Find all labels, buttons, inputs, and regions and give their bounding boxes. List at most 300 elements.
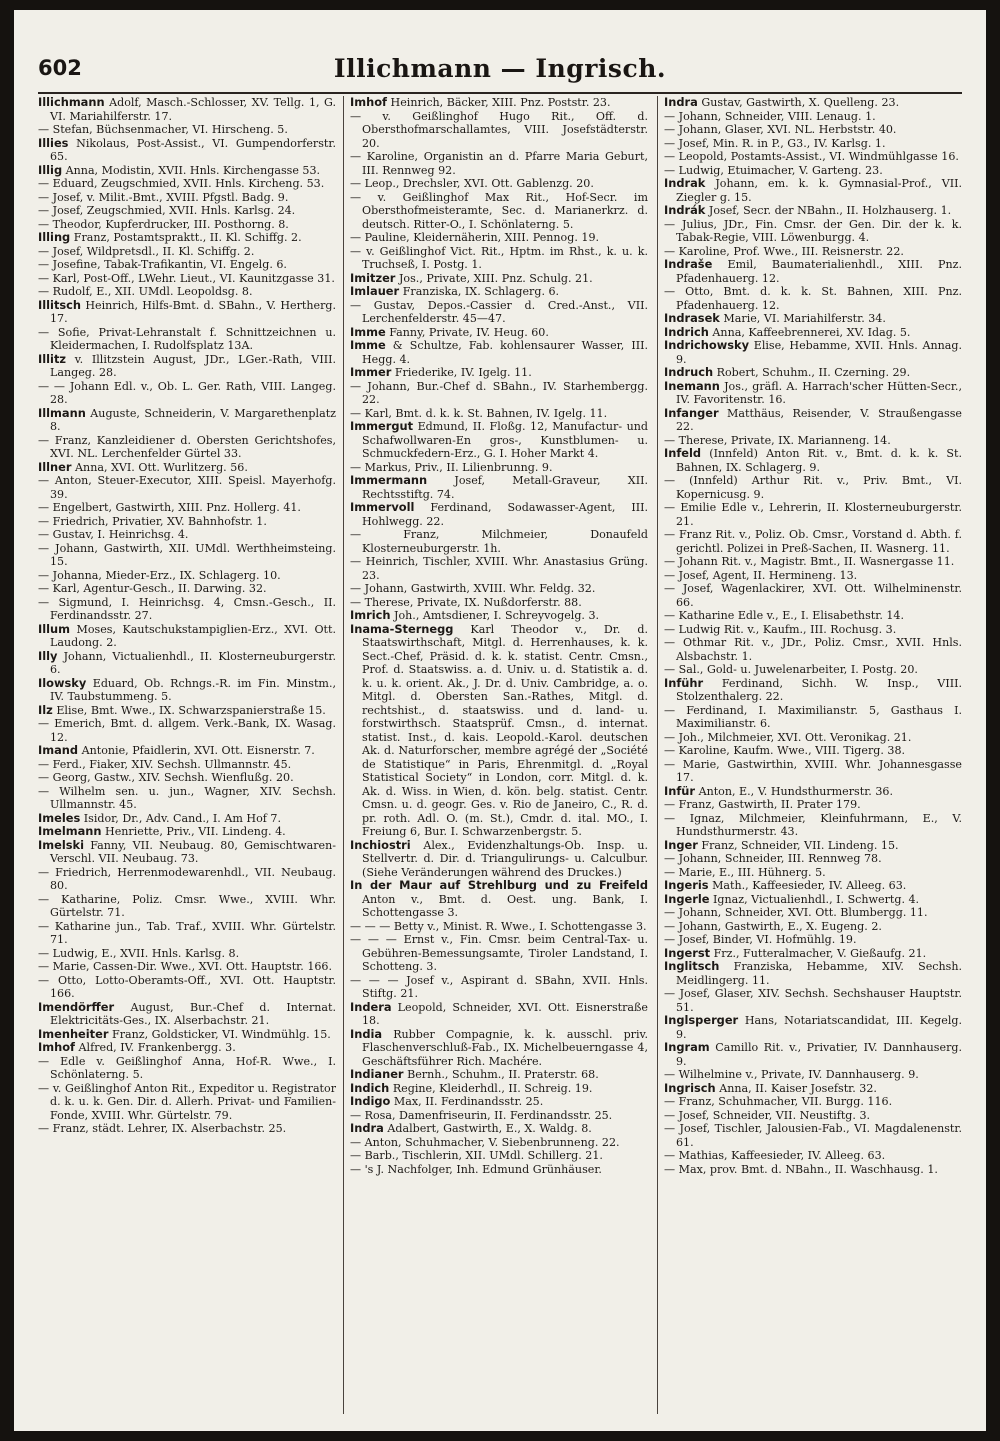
directory-entry <box>350 339 648 366</box>
directory-entry <box>350 245 648 272</box>
entry-details: — Eduard, Zeugschmied, XVII. Hnls. Kircheng. 53. <box>38 177 325 190</box>
entry-surname: Illum <box>38 621 71 636</box>
entry-details: & Schultze, Fab. kohlensaurer Wasser, III. Hegg. 4. <box>362 339 648 366</box>
entry-details: — Therese, Private, IX. Marianneng. 14. <box>664 433 891 447</box>
directory-entry <box>38 569 336 583</box>
entry-details: — Othmar Rit. v., JDr., Poliz. Cmsr., XVII. Hnls. Alsbachstr. 1. <box>664 636 962 663</box>
entry-surname: Immermann <box>350 473 428 487</box>
directory-entry <box>664 123 962 137</box>
entry-details: — Johanna, Mieder-Erz., IX. Schlagerg. 10. <box>38 568 281 582</box>
directory-entry <box>38 960 336 974</box>
entry-surname: Ilz <box>38 702 53 717</box>
directory-entry <box>664 96 962 110</box>
entry-surname: Immer <box>350 365 392 379</box>
entry-details: Franziska, IX. Schlagerg. 6. <box>402 285 560 298</box>
entry-details: Marie, VI. Mariahilferstr. 34. <box>723 312 886 325</box>
directory-entry <box>38 407 336 434</box>
entry-surname: Indrasek <box>664 311 720 325</box>
entry-surname: Inchiostri <box>350 837 411 852</box>
directory-entry <box>350 1028 648 1069</box>
directory-entry <box>350 110 648 151</box>
directory-entry <box>664 906 962 920</box>
entry-surname: Imme <box>350 324 386 339</box>
entry-details: — Max, prov. Bmt. d. NBahn., II. Waschhausg. 1. <box>664 1162 938 1176</box>
entry-surname: Imhof <box>38 1040 75 1054</box>
entry-details: — Joh., Milchmeier, XVI. Ott. Veronikag. 21. <box>664 730 912 744</box>
entry-surname: Inemann <box>664 378 720 393</box>
entry-details: Camillo Rit. v., Privatier, IV. Dannhauserg. 9. <box>676 1041 962 1068</box>
entry-details: Anton, E., V. Hundsthurmerstr. 36. <box>698 784 893 798</box>
entry-surname: Imelski <box>38 837 84 852</box>
entry-details: — Engelbert, Gastwirth, XIII. Pnz. Hollerg. 41. <box>38 501 301 514</box>
directory-entry <box>350 461 648 475</box>
running-head: Illichmann — Ingrisch. <box>333 54 667 83</box>
directory-entry <box>38 825 336 839</box>
entry-details: — Georg, Gastw., XIV. Sechsh. Wienflußg. 20. <box>38 771 294 784</box>
entry-details: Elise, Bmt. Wwe., IX. Schwarzspanierstraße 15. <box>56 703 326 717</box>
entry-details: Jos., Private, XIII. Pnz. Schulg. 21. <box>398 271 593 285</box>
entry-surname: Indrichowsky <box>664 338 750 352</box>
directory-entry <box>664 528 962 555</box>
entry-details: — Johann, Gastwirth, XII. UMdl. Werthheimsteing. 15. <box>38 541 336 568</box>
entry-details: — Josefine, Tabak-Trafikantin, VI. Engelg. 6. <box>38 258 287 271</box>
entry-details: — Karl, Agentur-Gesch., II. Darwing. 32. <box>38 582 267 595</box>
entry-details: Josef, Secr. der NBahn., II. Holzhauserg. 1. <box>708 204 952 217</box>
entry-details: — Mathias, Kaffeesieder, IV. Alleeg. 63. <box>664 1149 886 1162</box>
directory-entry <box>38 1028 336 1042</box>
directory-entry <box>38 1055 336 1082</box>
entry-details: — Johann, Schneider, XVI. Ott. Blumbergg. 11. <box>664 906 928 919</box>
entry-details: — Rudolf, E., XII. UMdl. Leopoldsg. 8. <box>38 285 253 298</box>
entry-surname: Indrich <box>664 324 709 339</box>
entry-surname: Illing <box>38 230 71 244</box>
directory-entry <box>664 663 962 677</box>
entry-details: Ignaz, Victualienhdl., I. Schwertg. 4. <box>713 892 920 906</box>
directory-entry <box>664 245 962 259</box>
directory-entry <box>38 515 336 529</box>
entry-surname: Indruch <box>664 365 714 379</box>
entry-details: — Josef, v. Milit.-Bmt., XVIII. Pfgstl. Badg. 9. <box>38 190 289 204</box>
directory-entry <box>38 866 336 893</box>
directory-entry <box>38 123 336 137</box>
directory-entry <box>664 677 962 704</box>
entry-details: Antonie, Pfaidlerin, XVI. Ott. Eisnerstr. 7. <box>81 744 315 757</box>
entry-details: — Otto, Lotto-Oberamts-Off., XVI. Ott. Hauptstr. 166. <box>38 973 336 1000</box>
directory-entry <box>38 204 336 218</box>
entry-details: — Leopold, Postamts-Assist., VI. Windmühlgasse 16. <box>664 150 959 163</box>
entry-details: — Franz, Gastwirth, II. Prater 179. <box>664 798 861 811</box>
directory-entry <box>664 1122 962 1149</box>
directory-entry <box>38 920 336 947</box>
directory-entry <box>38 501 336 515</box>
entry-surname: Indrak <box>664 176 706 190</box>
entry-details: — Wilhelm sen. u. jun., Wagner, XIV. Sechsh. Ullmannstr. 45. <box>38 784 336 811</box>
entry-details: — Katharine, Poliz. Cmsr. Wwe., XVIII. Whr. Gürtelstr. 71. <box>38 892 336 919</box>
entry-details: — Marie, Gastwirthin, XVIII. Whr. Johannesgasse 17. <box>664 757 962 784</box>
entry-details: Franz, Goldsticker, VI. Windmühlg. 15. <box>112 1027 331 1041</box>
directory-entry <box>664 1149 962 1163</box>
directory-entry <box>38 785 336 812</box>
entry-details: — Heinrich, Tischler, XVIII. Whr. Anastasius Grüng. 23. <box>350 555 648 582</box>
entry-surname: Illichmann <box>38 96 105 109</box>
directory-entry <box>38 96 336 123</box>
header-rule <box>38 92 962 94</box>
entry-details: — Gustav, I. Heinrichsg. 4. <box>38 528 189 541</box>
entry-details: Matthäus, Reisender, V. Straußengasse 22. <box>676 406 962 433</box>
column-2 <box>350 96 648 1414</box>
entry-surname: Indigo <box>350 1094 391 1108</box>
entry-surname: Inglsperger <box>664 1013 739 1027</box>
entry-details: — Franz, Schuhmacher, VII. Burgg. 116. <box>664 1095 893 1108</box>
directory-entry <box>38 758 336 772</box>
directory-entry <box>38 839 336 866</box>
entry-details: Isidor, Dr., Adv. Cand., I. Am Hof 7. <box>83 811 281 825</box>
entry-details: — Franz, städt. Lehrer, IX. Alserbachstr. 25. <box>38 1122 287 1135</box>
directory-entry <box>350 596 648 610</box>
directory-entry <box>350 231 648 245</box>
entry-details: — Therese, Private, IX. Nußdorferstr. 88. <box>350 595 582 609</box>
entry-details: — Marie, E., III. Hühnerg. 5. <box>664 865 826 879</box>
entry-surname: Inger <box>664 837 698 852</box>
entry-details: (Innfeld) Anton Rit. v., Bmt. d. k. k. St. Bahnen, IX. Schlagerg. 9. <box>676 447 962 474</box>
entry-surname: India <box>350 1026 383 1041</box>
entry-details: Robert, Schuhm., II. Czerning. 29. <box>716 366 911 379</box>
entry-details: Adalbert, Gastwirth, E., X. Waldg. 8. <box>387 1122 592 1135</box>
directory-entry <box>664 177 962 204</box>
entry-details: — Edle v. Geißlinghof Anna, Hof-R. Wwe., I. Schönlaterng. 5. <box>38 1054 336 1081</box>
entry-details: Moses, Kautschukstampiglien-Erz., XVI. Ott. Laudong. 2. <box>50 622 336 649</box>
entry-surname: Inführ <box>664 675 704 690</box>
directory-entry <box>664 434 962 448</box>
entry-details: Heinrich, Bäcker, XIII. Pnz. Poststr. 23. <box>390 96 611 109</box>
directory-entry <box>38 528 336 542</box>
entry-surname: In der Maur auf Strehlburg und zu Freifeld <box>350 878 648 892</box>
entry-details: — Josef, Glaser, XIV. Sechsh. Sechshauser Hauptstr. 51. <box>664 987 962 1014</box>
entry-surname: Illitz <box>38 351 67 366</box>
directory-entry <box>350 1149 648 1163</box>
directory-entry <box>350 96 648 110</box>
entry-details: — — Johann Edl. v., Ob. L. Ger. Rath, VIII. Langeg. 28. <box>38 379 336 406</box>
entry-details: — Josef, Wagenlackirer, XVI. Ott. Wilhelminenstr. 66. <box>664 582 962 609</box>
directory-entry <box>664 852 962 866</box>
entry-details: — Sofie, Privat-Lehranstalt f. Schnittzeichnen u. Kleidermachen, I. Rudolfsplatz 13A. <box>38 325 336 352</box>
entry-details: — Rosa, Damenfriseurin, II. Ferdinandsstr. 25. <box>350 1108 613 1122</box>
directory-entry <box>664 1163 962 1177</box>
entry-details: — Josef, Wildpretsdl., II. Kl. Schiffg. 2. <box>38 244 255 258</box>
entry-surname: Imlauer <box>350 284 400 298</box>
directory-entry <box>664 569 962 583</box>
entry-surname: Imitzer <box>350 270 396 285</box>
directory-entry <box>350 420 648 461</box>
entry-surname: Ingerle <box>664 891 710 906</box>
directory-entry <box>664 704 962 731</box>
entry-surname: Indraše <box>664 257 713 271</box>
entry-surname: Indra <box>350 1121 384 1135</box>
directory-entry <box>664 285 962 312</box>
directory-entry <box>350 177 648 191</box>
directory-entry <box>664 947 962 961</box>
directory-entry <box>664 1082 962 1096</box>
entry-surname: Infanger <box>664 405 719 420</box>
entry-details: — Franz Rit. v., Poliz. Ob. Cmsr., Vorstand d. Abth. f. gerichtl. Polizei in Preß-Sachen, II. Wasnerg. 11. <box>664 528 962 555</box>
entry-details: Alfred, IV. Frankenbergg. 3. <box>78 1041 236 1054</box>
directory-entry <box>664 447 962 474</box>
entry-details: — Wilhelmine v., Private, IV. Dannhauserg. 9. <box>664 1068 919 1081</box>
entry-surname: Immergut <box>350 419 414 433</box>
directory-entry <box>664 609 962 623</box>
entry-details: Frz., Futteralmacher, V. Gießaufg. 21. <box>713 946 927 960</box>
directory-entry <box>38 677 336 704</box>
entry-details: — Ferd., Fiaker, XIV. Sechsh. Ullmannstr. 45. <box>38 757 292 771</box>
entry-surname: Infeld <box>664 446 702 460</box>
directory-entry <box>38 218 336 232</box>
directory-entry <box>38 744 336 758</box>
entry-details: — Ludwig, E., XVII. Hnls. Karlsg. 8. <box>38 946 240 960</box>
directory-entry <box>350 299 648 326</box>
entry-details: Johann, Victualienhdl., II. Klosterneuburgerstr. 6. <box>50 649 336 676</box>
entry-details: — v. Geißlinghof Max Rit., Hof-Secr. im Obersthofmeisteramte, Sec. d. Marianerkrz. d. deutsch. Ritter-O., I. Schönlaterng. 5. <box>350 190 648 231</box>
entry-surname: Illies <box>38 135 69 150</box>
directory-entry <box>664 893 962 907</box>
entry-details: — Barb., Tischlerin, XII. UMdl. Schillerg. 21. <box>350 1149 603 1162</box>
directory-entry <box>38 326 336 353</box>
directory-entry <box>664 920 962 934</box>
entry-details: Eduard, Ob. Rchngs.-R. im Fin. Minstm., IV. Taubstummeng. 5. <box>50 676 336 703</box>
entry-details: Fanny, Private, IV. Heug. 60. <box>389 325 549 339</box>
entry-details: Franziska, Hebamme, XIV. Sechsh. Meidlingerg. 11. <box>676 960 962 987</box>
directory-entry <box>350 285 648 299</box>
entry-surname: Imand <box>38 743 79 757</box>
entry-details: — — — Josef v., Aspirant d. SBahn, XVII. Hnls. Stiftg. 21. <box>350 973 648 1000</box>
directory-entry <box>350 1109 648 1123</box>
directory-page <box>14 10 986 1431</box>
directory-entry <box>350 1095 648 1109</box>
directory-entry <box>350 1163 648 1177</box>
directory-entry <box>38 434 336 461</box>
directory-entry <box>664 380 962 407</box>
directory-entry <box>664 785 962 799</box>
directory-entry <box>664 839 962 853</box>
directory-entry <box>350 407 648 421</box>
entry-details: Anton v., Bmt. d. Oest. ung. Bank, I. Schottengasse 3. <box>362 892 648 919</box>
directory-entry <box>664 339 962 366</box>
entry-details: — Karl, Post-Off., LWehr. Lieut., VI. Kaunitzgasse 31. <box>38 271 335 285</box>
entry-details: — Katharine jun., Tab. Traf., XVIII. Whr. Gürtelstr. 71. <box>38 919 336 946</box>
entry-surname: Indich <box>350 1080 390 1095</box>
directory-entry <box>350 326 648 340</box>
directory-entry <box>350 1136 648 1150</box>
directory-entry <box>664 798 962 812</box>
entry-details: — Anton, Schuhmacher, V. Siebenbrunneng. 22. <box>350 1135 620 1149</box>
directory-entry <box>350 555 648 582</box>
entry-details: Karl Theodor v., Dr. d. Staatswirthschaft, Mitgl. d. Herrenhauses, k. k. Sect.-Chef, Präsid. d. k. k. statist. Centr. Cmsn., Prof. d. Staatswiss. a. d. Univ. u. d. Statistik a. d. k. u. k. orient. Ak., J. Dr. d. Univ. Cambridge, a. o. Mitgl. d. Obersten San.-Rathes, Mitgl. d. rechtshist., d. staatswiss. und d. land- u. forstwirthsch. Staatsprüf. Cmsn., d. internat. statist. Inst., d. kais. Leopold.-Karol. deutschen Ak. d. Naturforscher, membre agrégé der „Société de Statistique“ in Paris, Ehrenmitgl. d. „Royal Statistical Society“ in London, corr. Mitgl. d. k. Ak. d. Wiss. in Wien, d. kön. belg. statist. Centr. Cmsn. u. d. geogr. Ges. v. Rio de Janeiro, C., R. d. pr. roth. Adl. O. (m. St.), Cmdr. d. ital. MO., I. Freiung 6, Bur. I. Schwarzenbergstr. 5. <box>362 622 648 838</box>
directory-entry <box>350 1122 648 1136</box>
entry-details: — Johann, Schneider, VIII. Lenaug. 1. <box>664 109 876 123</box>
entry-details: Edmund, II. Floßg. 12, Manufactur- und Schafwollwaren-En gros-, Kunstblumen- u. Schmuckfedern-Erz., G. I. Hoher Markt 4. <box>362 420 648 460</box>
directory-entry <box>350 609 648 623</box>
directory-entry <box>350 380 648 407</box>
entry-details: — v. Geißlinghof Hugo Rit., Off. d. Obersthofmarschallamtes, VIII. Josefstädterstr. 20. <box>350 109 648 150</box>
directory-entry <box>38 812 336 826</box>
entry-details: Math., Kaffeesieder, IV. Alleeg. 63. <box>712 879 907 892</box>
entry-details: Friederike, IV. Igelg. 11. <box>394 366 532 379</box>
entry-details: — Johann, Gastwirth, XVIII. Whr. Feldg. 32. <box>350 582 596 595</box>
entry-details: — Emerich, Bmt. d. allgem. Verk.-Bank, IX. Wasag. 12. <box>38 717 336 744</box>
entry-details: Emil, Baumaterialienhdl., XIII. Pnz. Pfadenhauerg. 12. <box>676 258 962 285</box>
entry-details: — Theodor, Kupferdrucker, III. Posthorng. 8. <box>38 217 289 231</box>
entry-surname: Ingeris <box>664 878 709 892</box>
directory-entry <box>38 461 336 475</box>
directory-entry <box>664 1014 962 1041</box>
column-1 <box>38 96 336 1414</box>
directory-entry <box>38 164 336 178</box>
directory-entry <box>38 542 336 569</box>
entry-surname: Illitsch <box>38 297 82 312</box>
entry-details: Regine, Kleiderhdl., II. Schreig. 19. <box>392 1081 593 1095</box>
entry-surname: Indra <box>664 96 698 109</box>
directory-entry <box>38 771 336 785</box>
entry-details: Hans, Notariatscandidat, III. Kegelg. 9. <box>676 1014 962 1041</box>
entry-surname: Imendörffer <box>38 999 115 1014</box>
entry-details: Ferdinand, Sodawasser-Agent, III. Hohlwegg. 22. <box>362 501 648 528</box>
directory-entry <box>664 636 962 663</box>
entry-details: — Friedrich, Privatier, XV. Bahnhofstr. 1. <box>38 514 267 528</box>
column-divider <box>343 96 344 1414</box>
entry-details: — Emilie Edle v., Lehrerin, II. Klosterneuburgerstr. 21. <box>664 501 962 528</box>
directory-entry <box>664 1041 962 1068</box>
entry-details: — Johann, Glaser, XVI. NL. Herbststr. 40. <box>664 123 897 136</box>
entry-surname: Inama-Sternegg <box>350 621 454 636</box>
entry-details: — Katharine Edle v., E., I. Elisabethstr. 14. <box>664 609 905 622</box>
directory-entry <box>664 474 962 501</box>
entry-surname: Indera <box>350 999 392 1014</box>
directory-entry <box>664 758 962 785</box>
entry-details: — — — Ernst v., Fin. Cmsr. beim Central-Tax- u. Gebühren-Bemessungsamte, Tiroler Landstand, I. Schotteng. 3. <box>350 933 648 973</box>
entry-details: — Josef, Schneider, VII. Neustiftg. 3. <box>664 1108 871 1122</box>
entry-details: — Josef, Zeugschmied, XVII. Hnls. Karlsg. 24. <box>38 204 296 217</box>
directory-entry <box>38 1122 336 1136</box>
directory-entry <box>38 596 336 623</box>
entry-details: — Marie, Cassen-Dir. Wwe., XVI. Ott. Hauptstr. 166. <box>38 960 333 973</box>
entry-details: Ferdinand, Sichh. W. Insp., VIII. Stolzenthalerg. 22. <box>676 676 962 703</box>
entry-details: — Johann, Schneider, III. Rennweg 78. <box>664 852 882 865</box>
entry-details: Alex., Evidenzhaltungs-Ob. Insp. u. Stellvertr. d. Dir. d. Triangulirungs- u. Calculbur. (Siehe Veränderungen während des Druckes.) <box>362 838 648 879</box>
directory-entry <box>350 920 648 934</box>
entry-surname: Indianer <box>350 1067 404 1081</box>
directory-entry <box>38 704 336 718</box>
directory-entry <box>350 191 648 232</box>
entry-surname: Illmann <box>38 405 86 420</box>
entry-details: — Karoline, Organistin an d. Pfarre Maria Geburt, III. Rennweg 92. <box>350 150 648 177</box>
entry-surname: Ingram <box>664 1040 710 1054</box>
directory-entry <box>664 812 962 839</box>
directory-entry <box>350 1082 648 1096</box>
entry-details: Henriette, Priv., VII. Lindeng. 4. <box>105 825 286 838</box>
entry-surname: Indrák <box>664 203 706 217</box>
page-number: 602 <box>38 56 82 80</box>
entry-details: — Ferdinand, I. Maximilianstr. 5, Gasthaus I. Maximilianstr. 6. <box>664 703 962 730</box>
entry-details: August, Bur.-Chef d. Internat. Elektricitäts-Ges., IX. Alserbachstr. 21. <box>50 1000 336 1027</box>
entry-details: — v. Geißlinghof Vict. Rit., Hptm. im Rhst., k. u. k. Truchseß, I. Postg. 1. <box>350 244 648 271</box>
directory-entry <box>38 1001 336 1028</box>
directory-entry <box>664 258 962 285</box>
entry-details: — Pauline, Kleidernäherin, XIII. Pennog. 19. <box>350 231 600 244</box>
entry-details: Johann, em. k. k. Gymnasial-Prof., VII. Ziegler g. 15. <box>676 177 962 204</box>
entry-details: — Anton, Steuer-Executor, XIII. Speisl. Mayerhofg. 39. <box>38 474 336 501</box>
directory-entry <box>664 110 962 124</box>
entry-surname: Imelmann <box>38 824 102 838</box>
entry-surname: Imme <box>350 338 386 352</box>
directory-entry <box>38 1041 336 1055</box>
entry-details: — Josef, Agent, II. Hermineng. 13. <box>664 568 858 582</box>
entry-details: Heinrich, Hilfs-Bmt. d. SBahn., V. Hertherg. 17. <box>50 298 336 325</box>
directory-entry <box>38 245 336 259</box>
directory-entry <box>664 150 962 164</box>
directory-entry <box>38 380 336 407</box>
entry-details: — Leop., Drechsler, XVI. Ott. Gablenzg. 20. <box>350 177 594 190</box>
directory-entry <box>664 879 962 893</box>
column-3 <box>664 96 962 1414</box>
column-divider <box>657 96 658 1414</box>
directory-entry <box>38 353 336 380</box>
entry-details: — Ludwig, Etuimacher, V. Garteng. 23. <box>664 163 883 177</box>
entry-details: — Johann, Bur.-Chef d. SBahn., IV. Starhembergg. 22. <box>350 379 648 406</box>
entry-details: — Johann Rit. v., Magistr. Bmt., II. Wasnergasse 11. <box>664 555 955 568</box>
entry-details: Anna, II. Kaiser Josefstr. 32. <box>719 1081 877 1095</box>
entry-surname: Inglitsch <box>664 959 720 973</box>
entry-details: — Karl, Bmt. d. k. k. St. Bahnen, IV. Igelg. 11. <box>350 406 608 420</box>
directory-entry <box>38 474 336 501</box>
directory-entry <box>350 974 648 1001</box>
directory-entry <box>350 1068 648 1082</box>
entry-surname: Ingrisch <box>664 1080 716 1095</box>
directory-entry <box>38 893 336 920</box>
entry-details: — Josef, Binder, VI. Hofmühlg. 19. <box>664 933 857 946</box>
directory-entry <box>38 177 336 191</box>
entry-details: Joh., Amtsdiener, I. Schreyvogelg. 3. <box>394 609 600 622</box>
directory-entry <box>38 582 336 596</box>
entry-details: Auguste, Schneiderin, V. Margarethenplatz 8. <box>50 406 336 433</box>
entry-details: — — — Betty v., Minist. R. Wwe., I. Schottengasse 3. <box>350 919 647 933</box>
directory-entry <box>38 231 336 245</box>
entry-details: Elise, Hebamme, XVII. Hnls. Annag. 9. <box>676 339 962 366</box>
directory-entry <box>664 1109 962 1123</box>
entry-details: — 's J. Nachfolger, Inh. Edmund Grünhäuser. <box>350 1162 602 1176</box>
entry-details: — Franz, Milchmeier, Donaufeld Klosterneuburgerstr. 1h. <box>350 528 648 555</box>
entry-surname: Infür <box>664 783 696 798</box>
directory-entry <box>38 1082 336 1123</box>
entry-details: Anna, Modistin, XVII. Hnls. Kirchengasse 53. <box>65 163 321 177</box>
directory-entry <box>38 285 336 299</box>
directory-entry <box>38 717 336 744</box>
directory-entry <box>350 501 648 528</box>
entry-surname: Imeles <box>38 810 81 825</box>
directory-entry <box>664 218 962 245</box>
entry-surname: Illner <box>38 459 72 474</box>
directory-entry <box>350 150 648 177</box>
directory-entry <box>38 947 336 961</box>
directory-entry <box>38 191 336 205</box>
entry-details: Josef, Metall-Graveur, XII. Rechtsstiftg. 74. <box>362 474 648 501</box>
directory-entry <box>350 474 648 501</box>
entry-details: — Sigmund, I. Heinrichsg. 4, Cmsn.-Gesch., II. Ferdinandsstr. 27. <box>38 595 336 622</box>
directory-entry <box>664 987 962 1014</box>
directory-entry <box>38 974 336 1001</box>
columns <box>38 96 962 1414</box>
entry-details: — Karoline, Prof. Wwe., III. Reisnerstr. 22. <box>664 244 904 258</box>
directory-entry <box>664 501 962 528</box>
entry-details: — Julius, JDr., Fin. Cmsr. der Gen. Dir. der k. k. Tabak-Regie, VIII. Löwenburgg. 4. <box>664 217 962 244</box>
